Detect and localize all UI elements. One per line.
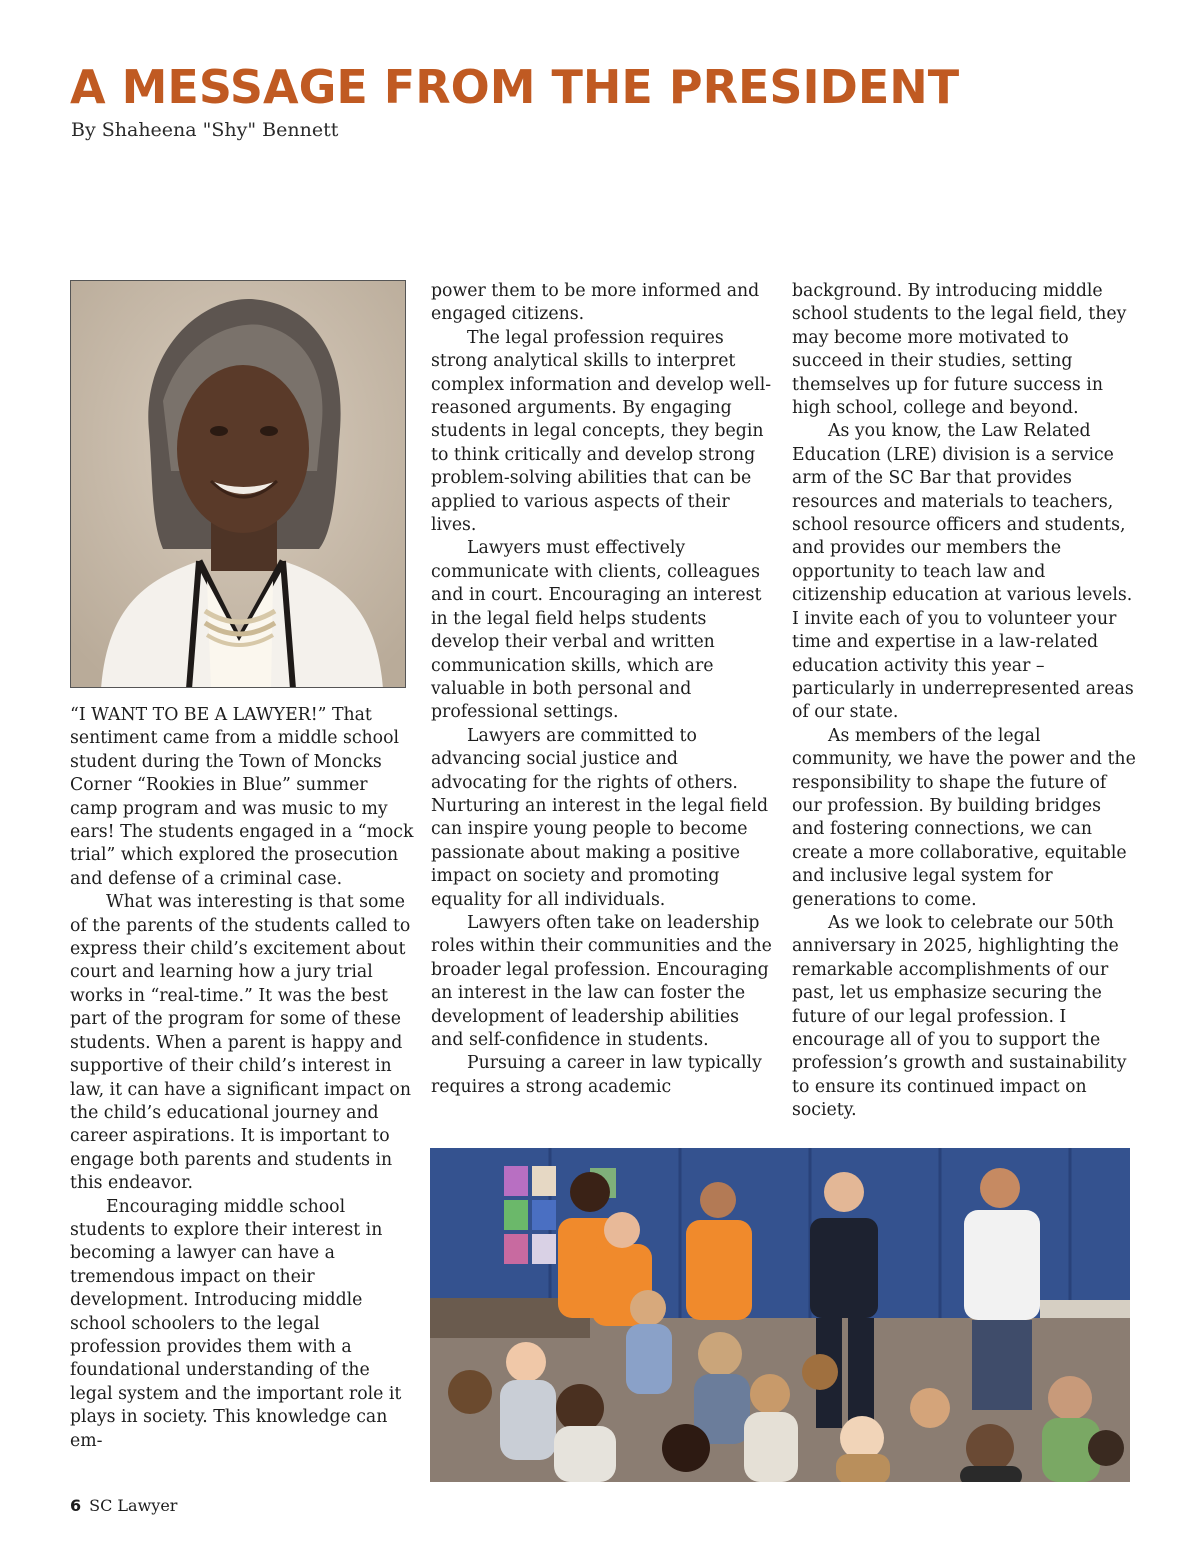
article-column-1 (70, 704, 414, 1453)
paragraph: What was interesting is that some of the parents of the students called to express their child’s excitement about court and learning how a jury trial works in “real-time.” It was the best part of the program for some of these students. When a parent is happy and supportive of their child’s interest in law, it can have a significant impact on the child’s educational journey and career aspirations. It is important to engage both parents and students in this endeavor. (70, 892, 411, 1194)
article-column-2 (431, 280, 775, 1099)
paragraph: Pursuing a career in law typically requires a strong academic (431, 1053, 762, 1097)
paragraph: Lawyers are committed to advancing social justice and advocating for the rights of others. Nurturing an interest in the legal field can inspire young people to become passionate about making a positive impact on society and promoting equality for all individuals. (431, 725, 769, 910)
camp-photo (430, 1148, 1130, 1482)
president-portrait (70, 280, 406, 688)
paragraph: As members of the legal community, we have the power and the responsibility to shape the future of our profession. By building bridges and fostering connections, we can create a more collaborative, equitable and inclusive legal system for generations to come. (792, 725, 1136, 910)
paragraph: Encouraging middle school students to explore their interest in becoming a lawyer can have a tremendous impact on their development. Introducing middle school schoolers to the legal profession provides them with a foundational understanding of the legal system and the important role it plays in society. This knowledge can em- (70, 1196, 402, 1451)
article-column-3 (792, 280, 1136, 1123)
page-number: 6 (70, 1496, 82, 1515)
paragraph: “I WANT TO BE A LAWYER!” That sentiment came from a middle school student during the Town of Moncks Corner “Rookies in Blue” summer camp program and was music to my ears! The students engaged in a “mock trial” which explored the prosecution and defense of a criminal case. (70, 705, 414, 889)
paragraph: As we look to celebrate our 50th anniversary in 2025, highlighting the remarkable accomplishments of our past, let us emphasize securing the future of our legal profession. I encourage all of you to support the profession’s growth and sustainability to ensure its continued impact on society. (792, 912, 1127, 1121)
paragraph: As you know, the Law Related Education (LRE) division is a service arm of the SC Bar that provides resources and materials to teachers, school resource officers and students, and provides our members the opportunity to teach law and citizenship education at various levels. I invite each of you to volunteer your time and expertise in a law-related education activity this year – particularly in underrepresented areas of our state. (792, 421, 1134, 723)
page-footer (70, 1496, 177, 1515)
paragraph: power them to be more informed and engaged citizens. (431, 281, 760, 325)
author-byline: By Shaheena "Shy" Bennett (71, 119, 339, 141)
publication-name: SC Lawyer (89, 1496, 178, 1515)
paragraph: background. By introducing middle school students to the legal field, they may become more motivated to succeed in their studies, setting themselves up for future success in high school, college and beyond. (792, 281, 1127, 419)
paragraph: Lawyers often take on leadership roles within their communities and the broader legal profession. Encouraging an interest in the law can foster the development of leadership abilities and self-confidence in students. (431, 912, 772, 1050)
paragraph: The legal profession requires strong analytical skills to interpret complex information and develop well-reasoned arguments. By engaging students in legal concepts, they begin to think critically and develop strong problem-solving abilities that can be applied to various aspects of their lives. (431, 327, 772, 536)
paragraph: Lawyers must effectively communicate with clients, colleagues and in court. Encouraging an interest in the legal field helps students develop their verbal and written communication skills, which are valuable in both personal and professional settings. (431, 538, 762, 723)
page-title: A MESSAGE FROM THE PRESIDENT (70, 60, 960, 114)
